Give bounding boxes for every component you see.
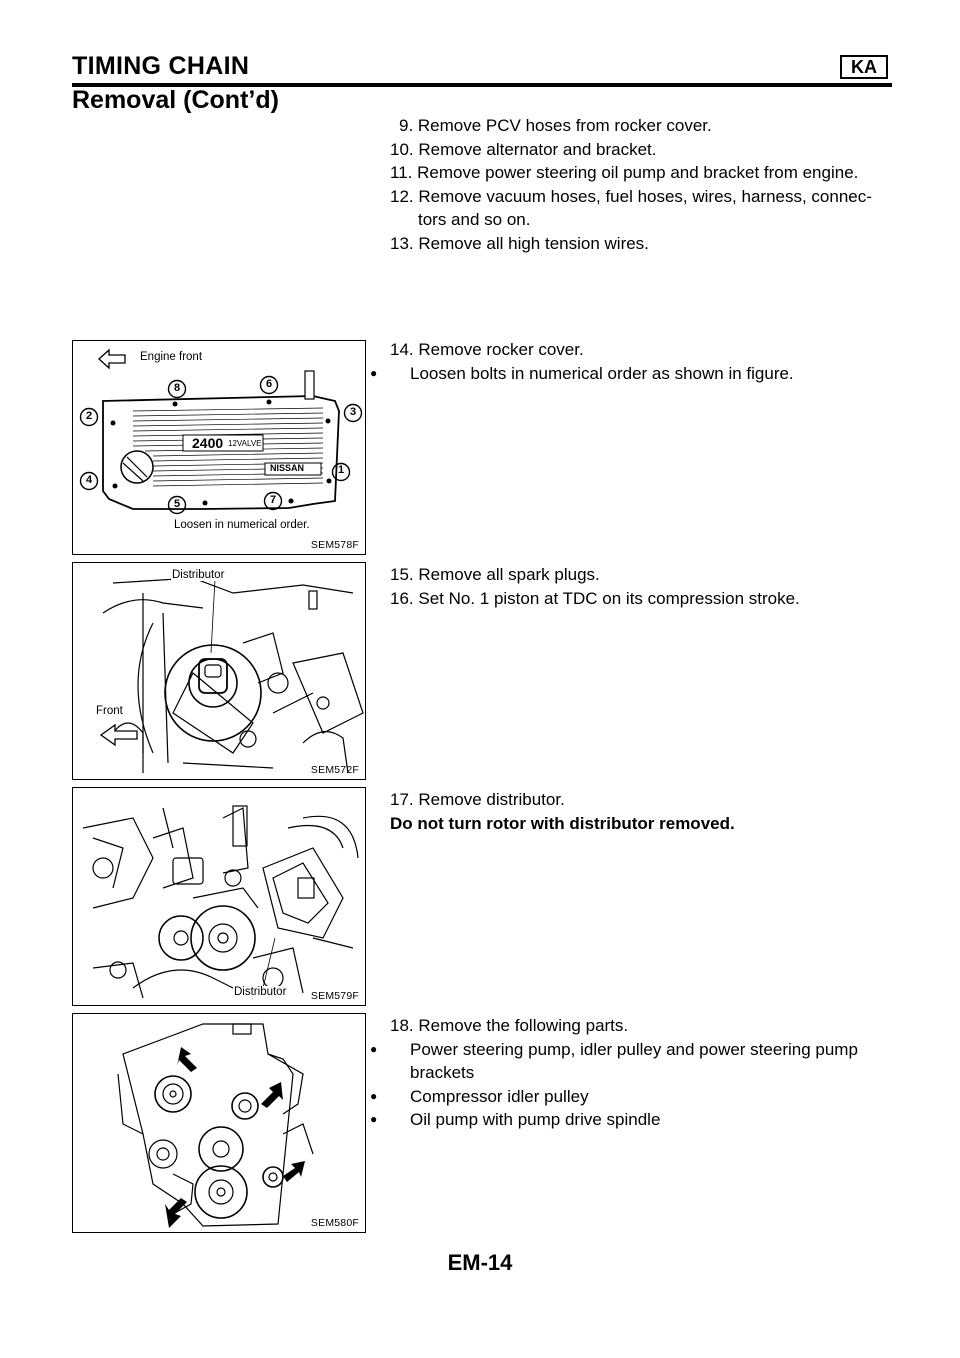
cover-valve-text: 12VALVE bbox=[228, 439, 262, 448]
step-13: 13. Remove all high tension wires. bbox=[390, 233, 649, 253]
step-17: 17. Remove distributor. bbox=[390, 790, 565, 809]
bullet-icon: ● bbox=[370, 365, 378, 380]
engine-front-drawing bbox=[73, 788, 366, 1006]
distributor-label: Distributor bbox=[172, 569, 225, 581]
step-14-bullet: ● Loosen bolts in numerical order as shown in figure. bbox=[390, 362, 910, 386]
step-10: 10. Remove alternator and bracket. bbox=[390, 139, 657, 159]
figure-code: SEM579F bbox=[310, 990, 359, 1002]
step-12: 12. Remove vacuum hoses, fuel hoses, wires, harness, connec- bbox=[390, 186, 872, 206]
step-17-warning: Do not turn rotor with distributor removed. bbox=[390, 813, 735, 833]
figure-rocker-cover bbox=[72, 340, 366, 555]
step-18-bullet-2: ● Compressor idler pulley bbox=[390, 1085, 910, 1109]
step-12-continued: tors and so on. bbox=[418, 210, 531, 229]
step-18-bullet-1: ● Power steering pump, idler pulley and power steering pump bbox=[390, 1038, 910, 1062]
engine-parts-drawing bbox=[73, 1014, 366, 1233]
step-11: 11. Remove power steering oil pump and bracket from engine. bbox=[390, 163, 859, 182]
bullet-icon: ● bbox=[370, 1088, 378, 1103]
figure-code: SEM580F bbox=[310, 1217, 359, 1229]
step-9: 9. Remove PCV hoses from rocker cover. bbox=[399, 116, 712, 135]
bolt-number-4: 4 bbox=[86, 474, 93, 486]
distributor-label: Distributor bbox=[234, 986, 287, 998]
step-18-block bbox=[370, 1014, 910, 1132]
page-number: EM-14 bbox=[447, 1250, 513, 1275]
figure-code: SEM578F bbox=[310, 539, 359, 551]
step-14-block bbox=[370, 338, 910, 385]
step-15: 15. Remove all spark plugs. bbox=[390, 565, 600, 584]
engine-code-badge: KA bbox=[840, 55, 888, 79]
loosen-caption: Loosen in numerical order. bbox=[174, 519, 310, 531]
steps-9-13 bbox=[390, 114, 910, 255]
bolt-number-6: 6 bbox=[266, 378, 273, 390]
bolt-number-2: 2 bbox=[86, 410, 93, 422]
figure-distributor-location bbox=[72, 562, 366, 780]
step-16: 16. Set No. 1 piston at TDC on its compression stroke. bbox=[390, 588, 800, 608]
step-14: 14. Remove rocker cover. bbox=[390, 340, 584, 359]
chapter-title: TIMING CHAIN bbox=[72, 52, 250, 80]
engine-front-label: Engine front bbox=[140, 351, 203, 363]
bolt-number-5: 5 bbox=[174, 498, 181, 510]
step-18: 18. Remove the following parts. bbox=[390, 1016, 629, 1035]
figure-distributor-removal bbox=[72, 787, 366, 1006]
figure-parts-removal bbox=[72, 1013, 366, 1233]
front-label: Front bbox=[96, 705, 123, 717]
step-17-block bbox=[390, 788, 910, 835]
figure-code: SEM572F bbox=[310, 764, 359, 776]
section-title: Removal (Cont’d) bbox=[72, 86, 279, 114]
bullet-icon: ● bbox=[370, 1041, 378, 1056]
bolt-number-3: 3 bbox=[350, 406, 357, 418]
cover-brand-text: NISSAN bbox=[270, 463, 305, 473]
bolt-number-1: 1 bbox=[338, 464, 345, 476]
bolt-number-8: 8 bbox=[174, 382, 181, 394]
bullet-icon: ● bbox=[370, 1112, 378, 1126]
steps-15-16 bbox=[390, 563, 910, 610]
cover-displacement-text: 2400 bbox=[192, 435, 224, 451]
step-18-bullet-3: ● Oil pump with pump drive spindle bbox=[390, 1108, 910, 1132]
step-18-bullet-1-continued: brackets bbox=[410, 1063, 475, 1082]
distributor-drawing bbox=[73, 563, 366, 780]
bolt-number-7: 7 bbox=[270, 494, 277, 506]
